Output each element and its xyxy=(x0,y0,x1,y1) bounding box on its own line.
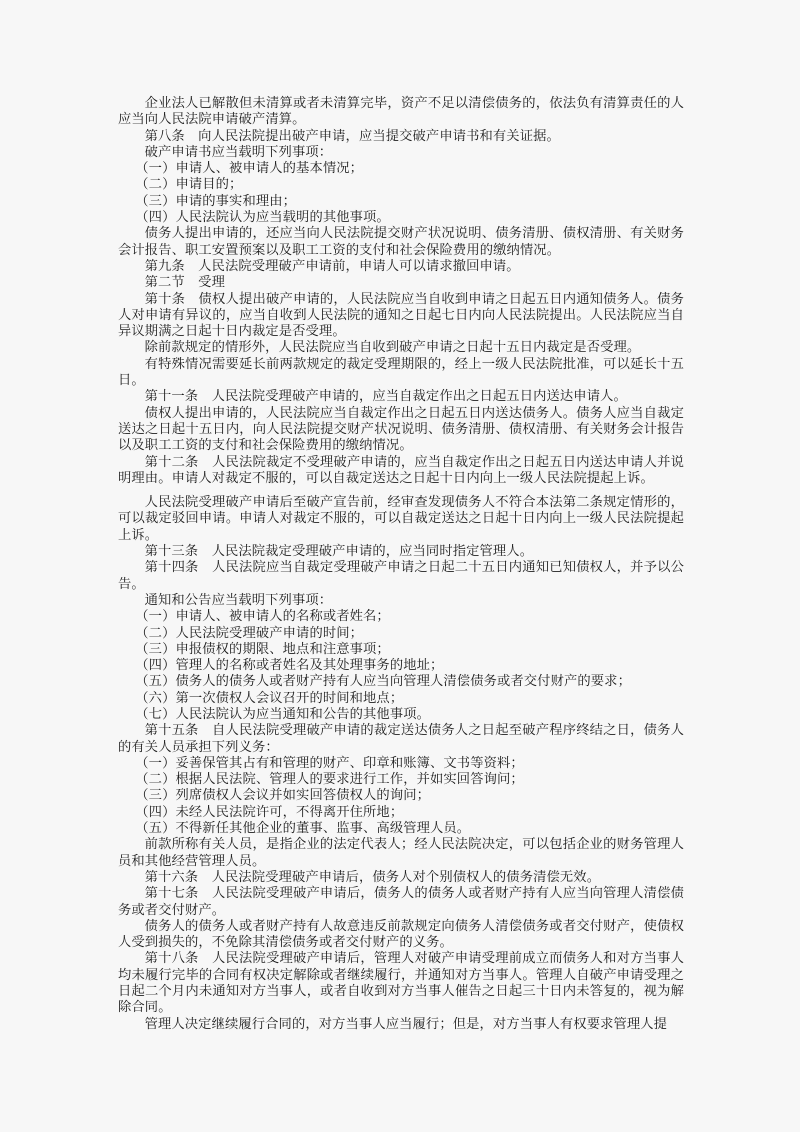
list-item: （二）根据人民法院、管理人的要求进行工作，并如实回答询问； xyxy=(135,772,524,788)
list-item: （四）人民法院认为应当载明的其他事项。 xyxy=(135,210,390,226)
paragraph: 除前款规定的情形外，人民法院应当自收到破产申请之日起十五日内裁定是否受理。 xyxy=(144,340,641,356)
list-item: （五）不得新任其他企业的董事、监事、高级管理人员。 xyxy=(135,821,471,837)
paragraph: 破产申请书应当载明下列事项： xyxy=(144,144,333,160)
paragraph: 债务人提出申请的，还应当向人民法院提交财产状况说明、债务清册、债权清册、有关财务会计报告、职工安置预案以及职工工资的支付和社会保险费用的缴纳情况。 xyxy=(118,226,684,258)
list-item: （一）申请人、被申请人的基本情况； xyxy=(135,161,364,177)
list-item: （三）申请的事实和理由； xyxy=(135,193,297,209)
list-item: （五）债务人的债务人或者财产持有人应当向管理人清偿债务或者交付财产的要求； xyxy=(135,674,631,690)
list-item: （二）申请目的； xyxy=(135,177,243,193)
list-item: （三）列席债权人会议并如实回答债权人的询问； xyxy=(135,788,431,804)
paragraph: 第十一条 人民法院受理破产申请的，应当自裁定作出之日起五日内送达申请人。 xyxy=(144,389,627,405)
list-item: （一）申请人、被申请人的名称或者姓名； xyxy=(135,609,390,625)
paragraph: 通知和公告应当载明下列事项： xyxy=(144,592,333,608)
paragraph: 第十八条 人民法院受理破产申请后，管理人对破产申请受理前成立而债务人和对方当事人均未履行完毕的合同有权决定解除或者继续履行，并通知对方当事人。管理人自破产申请受理之日起二个月内未通知对方当事人，或者自收到对方当事人催告之日起三十日内未答复的，视为解除合同。 xyxy=(118,951,684,1016)
list-item: （一）妥善保管其占有和管理的财产、印章和账簿、文书等资料； xyxy=(135,755,524,771)
paragraph: 人民法院受理破产申请后至破产宣告前，经审查发现债务人不符合本法第二条规定情形的，可以裁定驳回申请。申请人对裁定不服的，可以自裁定送达之日起十日内向上一级人民法院提起上诉。 xyxy=(118,495,684,543)
list-item: （二）人民法院受理破产申请的时间； xyxy=(135,625,364,641)
paragraph: 第十条 债权人提出破产申请的，人民法院应当自收到申请之日起五日内通知债务人。债务人对申请有异议的，应当自收到人民法院的通知之日起七日内向人民法院提出。人民法院应当自异议期满之日起十日内裁定是否受理。 xyxy=(118,291,684,340)
paragraph: 第十三条 人民法院裁定受理破产申请的，应当同时指定管理人。 xyxy=(144,544,534,560)
paragraph: 第十七条 人民法院受理破产申请后，债务人的债务人或者财产持有人应当向管理人清偿债务或者交付财产。 xyxy=(118,886,684,918)
paragraph: 第九条 人民法院受理破产申请前，申请人可以请求撤回申请。 xyxy=(144,258,520,274)
paragraph: 前款所称有关人员，是指企业的法定代表人；经人民法院决定，可以包括企业的财务管理人员和其他经营管理人员。 xyxy=(118,837,684,869)
list-item: （七）人民法院认为应当通知和公告的其他事项。 xyxy=(135,706,431,722)
paragraph: 第十四条 人民法院应当自裁定受理破产申请之日起二十五日内通知已知债权人，并予以公告。 xyxy=(118,560,684,592)
paragraph: 第十五条 自人民法院受理破产申请的裁定送达债务人之日起至破产程序终结之日，债务人的有关人员承担下列义务： xyxy=(118,723,684,755)
list-item: （四）未经人民法院许可，不得离开住所地； xyxy=(135,804,404,820)
paragraph: 第十六条 人民法院受理破产申请后，债务人对个别债权人的债务清偿无效。 xyxy=(144,869,601,885)
paragraph: 第八条 向人民法院提出破产申请，应当提交破产申请书和有关证据。 xyxy=(144,128,560,144)
paragraph: 企业法人已解散但未清算或者未清算完毕，资产不足以清偿债务的，依法负有清算责任的人应当向人民法院申请破产清算。 xyxy=(118,96,684,128)
paragraph: 债权人提出申请的，人民法院应当自裁定作出之日起五日内送达债务人。债务人应当自裁定送达之日起十五日内，向人民法院提交财产状况说明、债务清册、债权清册、有关财务会计报告以及职工工资的支付和社会保险费用的缴纳情况。 xyxy=(118,405,684,454)
document-body xyxy=(118,96,684,1033)
paragraph: 第二节 受理 xyxy=(144,275,225,291)
paragraph: 有特殊情况需要延长前两款规定的裁定受理期限的，经上一级人民法院批准，可以延长十五日。 xyxy=(118,356,684,389)
paragraph: 管理人决定继续履行合同的，对方当事人应当履行；但是，对方当事人有权要求管理人提 xyxy=(144,1016,668,1032)
list-item: （三）申报债权的期限、地点和注意事项； xyxy=(135,641,390,657)
list-item: （六）第一次债权人会议召开的时间和地点； xyxy=(135,690,404,706)
paragraph: 债务人的债务人或者财产持有人故意违反前款规定向债务人清偿债务或者交付财产，使债权人受到损失的，不免除其清偿债务或者交付财产的义务。 xyxy=(118,918,684,951)
list-item: （四）管理人的名称或者姓名及其处理事务的地址； xyxy=(135,658,444,674)
paragraph: 第十二条 人民法院裁定不受理破产申请的，应当自裁定作出之日起五日内送达申请人并说明理由。申请人对裁定不服的，可以自裁定送达之日起十日内向上一级人民法院提起上诉。 xyxy=(118,454,684,486)
